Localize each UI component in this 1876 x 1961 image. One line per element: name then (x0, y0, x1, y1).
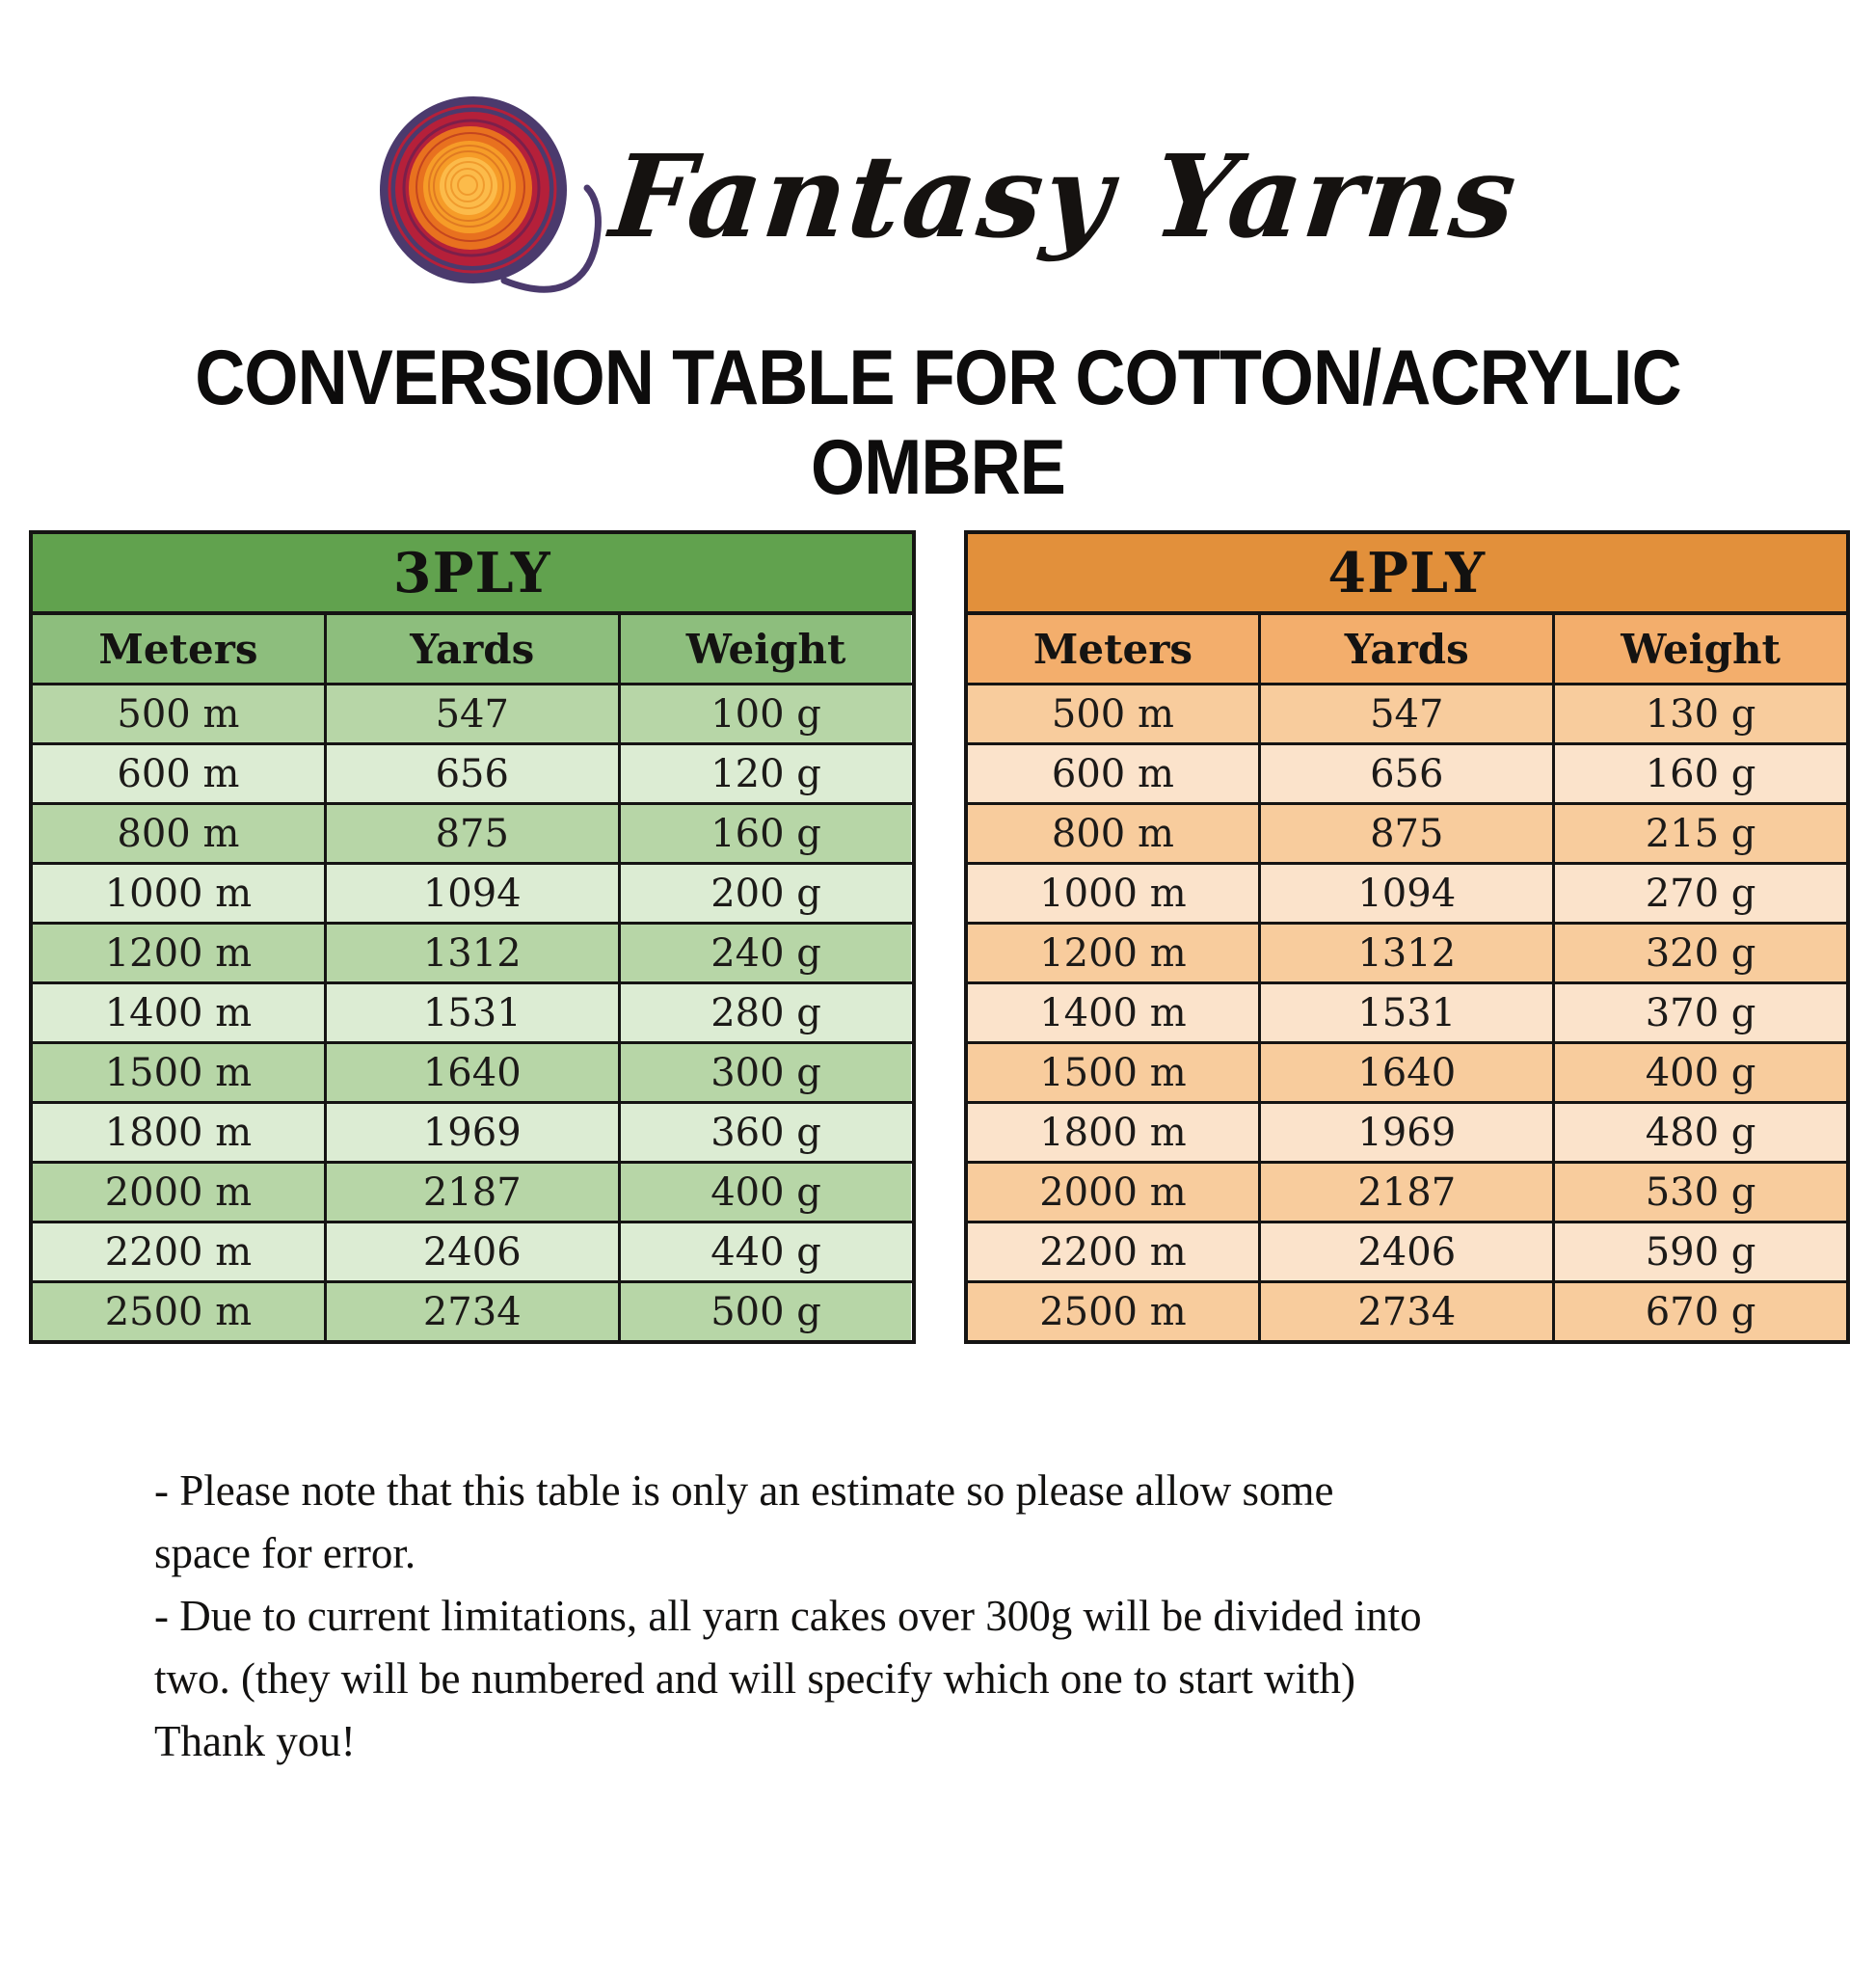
table-row (968, 745, 1847, 805)
cell-yards: 2187 (327, 1164, 621, 1221)
column-header: Yards (1261, 615, 1555, 683)
table-row (33, 925, 912, 984)
cell-weight: 240 g (621, 925, 912, 981)
notes (154, 1460, 1774, 1773)
cell-yards: 875 (1261, 805, 1555, 862)
table-row (33, 745, 912, 805)
cell-weight: 270 g (1555, 865, 1846, 922)
table-4ply-title: 4PLY (968, 534, 1847, 615)
note-line: two. (they will be numbered and will specify which one to start with) (154, 1654, 1355, 1703)
page-title-line2: OMBRE (811, 424, 1065, 511)
table-row (33, 1104, 912, 1164)
cell-weight: 160 g (621, 805, 912, 862)
table-4ply (964, 530, 1851, 1344)
table-row (33, 984, 912, 1044)
flyer-page (0, 85, 1876, 1773)
table-row (968, 1044, 1847, 1104)
column-header: Weight (1555, 615, 1846, 683)
cell-weight: 530 g (1555, 1164, 1846, 1221)
cell-meters: 1500 m (968, 1044, 1262, 1101)
cell-yards: 1969 (327, 1104, 621, 1161)
cell-weight: 590 g (1555, 1223, 1846, 1280)
cell-meters: 800 m (968, 805, 1262, 862)
note-line: Thank you! (154, 1717, 356, 1765)
cell-meters: 1000 m (33, 865, 327, 922)
cell-yards: 2406 (1261, 1223, 1555, 1280)
cell-meters: 500 m (33, 685, 327, 742)
cell-meters: 1400 m (33, 984, 327, 1041)
column-header: Yards (327, 615, 621, 683)
cell-yards: 547 (1261, 685, 1555, 742)
table-row (33, 1223, 912, 1283)
column-header: Meters (968, 615, 1262, 683)
cell-yards: 1531 (327, 984, 621, 1041)
cell-meters: 2500 m (33, 1283, 327, 1340)
cell-weight: 370 g (1555, 984, 1846, 1041)
table-row (968, 1223, 1847, 1283)
table-4ply-column-headers (968, 615, 1847, 685)
cell-meters: 1800 m (33, 1104, 327, 1161)
table-row (33, 685, 912, 745)
cell-yards: 1312 (1261, 925, 1555, 981)
cell-yards: 1312 (327, 925, 621, 981)
table-3ply-body (33, 685, 912, 1340)
table-row (968, 865, 1847, 925)
table-row (968, 1164, 1847, 1223)
table-row (33, 1044, 912, 1104)
table-row (968, 925, 1847, 984)
cell-meters: 500 m (968, 685, 1262, 742)
brand-name: Fantasy Yarns (604, 128, 1524, 263)
cell-yards: 1969 (1261, 1104, 1555, 1161)
note-line: space for error. (154, 1529, 416, 1577)
page-title (103, 334, 1773, 513)
cell-weight: 130 g (1555, 685, 1846, 742)
cell-weight: 120 g (621, 745, 912, 802)
cell-weight: 215 g (1555, 805, 1846, 862)
cell-meters: 2200 m (33, 1223, 327, 1280)
cell-meters: 1200 m (33, 925, 327, 981)
cell-weight: 200 g (621, 865, 912, 922)
cell-yards: 1531 (1261, 984, 1555, 1041)
table-row (968, 685, 1847, 745)
table-3ply-column-headers (33, 615, 912, 685)
column-header: Weight (621, 615, 912, 683)
cell-yards: 2734 (1261, 1283, 1555, 1340)
cell-weight: 400 g (621, 1164, 912, 1221)
cell-meters: 600 m (33, 745, 327, 802)
page-title-line1: CONVERSION TABLE FOR COTTON/ACRYLIC (195, 335, 1681, 421)
column-header: Meters (33, 615, 327, 683)
cell-meters: 2500 m (968, 1283, 1262, 1340)
table-3ply (29, 530, 916, 1344)
cell-weight: 280 g (621, 984, 912, 1041)
cell-yards: 547 (327, 685, 621, 742)
table-row (968, 1283, 1847, 1340)
note-line: - Please note that this table is only an estimate so please allow some (154, 1466, 1334, 1515)
cell-weight: 440 g (621, 1223, 912, 1280)
table-row (968, 984, 1847, 1044)
cell-meters: 600 m (968, 745, 1262, 802)
conversion-tables (29, 530, 1850, 1344)
cell-meters: 1400 m (968, 984, 1262, 1041)
yarn-cake-icon (360, 88, 606, 304)
cell-yards: 656 (327, 745, 621, 802)
cell-yards: 1640 (327, 1044, 621, 1101)
cell-yards: 1094 (1261, 865, 1555, 922)
table-4ply-body (968, 685, 1847, 1340)
cell-weight: 670 g (1555, 1283, 1846, 1340)
table-3ply-title: 3PLY (33, 534, 912, 615)
cell-meters: 2000 m (968, 1164, 1262, 1221)
table-row (968, 805, 1847, 865)
cell-yards: 2187 (1261, 1164, 1555, 1221)
cell-yards: 2734 (327, 1283, 621, 1340)
cell-yards: 656 (1261, 745, 1555, 802)
cell-meters: 1200 m (968, 925, 1262, 981)
cell-weight: 320 g (1555, 925, 1846, 981)
cell-weight: 480 g (1555, 1104, 1846, 1161)
cell-meters: 2200 m (968, 1223, 1262, 1280)
cell-weight: 100 g (621, 685, 912, 742)
cell-meters: 1000 m (968, 865, 1262, 922)
brand-logo (0, 85, 1876, 307)
cell-meters: 1800 m (968, 1104, 1262, 1161)
cell-weight: 400 g (1555, 1044, 1846, 1101)
cell-weight: 500 g (621, 1283, 912, 1340)
table-row (33, 805, 912, 865)
table-row (33, 865, 912, 925)
cell-meters: 800 m (33, 805, 327, 862)
cell-yards: 1640 (1261, 1044, 1555, 1101)
cell-meters: 1500 m (33, 1044, 327, 1101)
cell-meters: 2000 m (33, 1164, 327, 1221)
cell-weight: 300 g (621, 1044, 912, 1101)
note-line: - Due to current limitations, all yarn cakes over 300g will be divided into (154, 1592, 1422, 1640)
cell-weight: 360 g (621, 1104, 912, 1161)
cell-yards: 875 (327, 805, 621, 862)
cell-weight: 160 g (1555, 745, 1846, 802)
cell-yards: 1094 (327, 865, 621, 922)
table-row (33, 1283, 912, 1340)
cell-yards: 2406 (327, 1223, 621, 1280)
table-row (968, 1104, 1847, 1164)
table-row (33, 1164, 912, 1223)
